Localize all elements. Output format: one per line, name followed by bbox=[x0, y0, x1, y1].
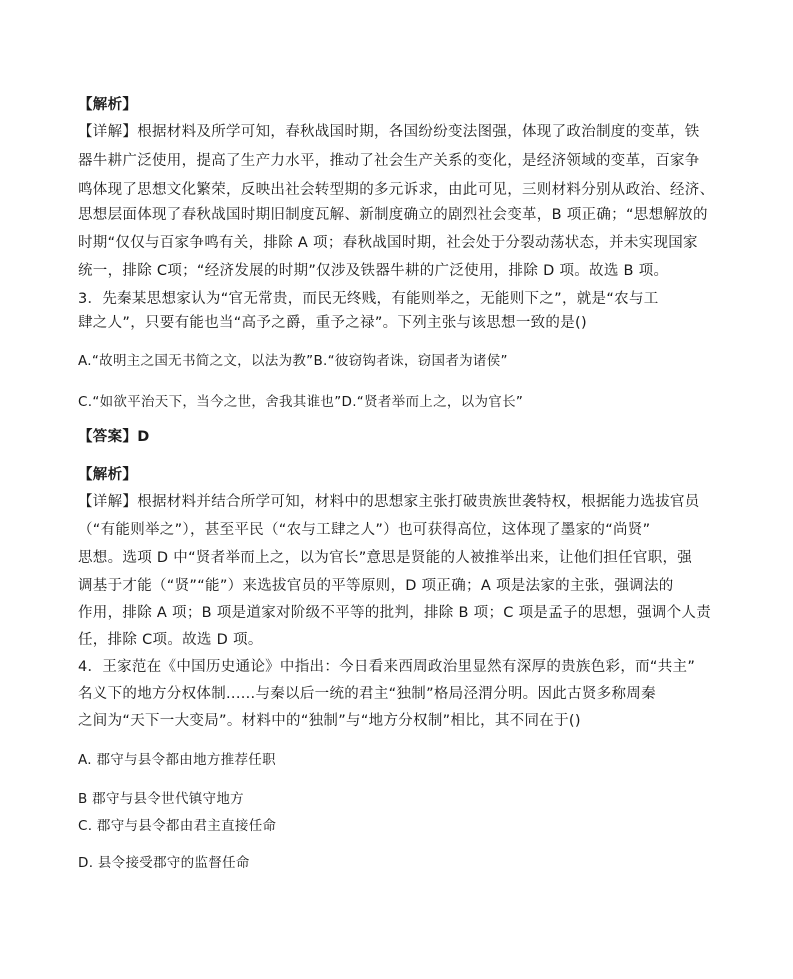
q3-analysis-line: 【详解】根据材料并结合所学可知，材料中的思想家主张打破贵族世袭特权，根据能力选拔官员 bbox=[78, 494, 700, 510]
q2-analysis-heading: 【解析】 bbox=[78, 97, 138, 113]
q2-analysis-line: 【详解】根据材料及所学可知，春秋战国时期，各国纷纷变法图强，体现了政治制度的变革，铁 bbox=[78, 124, 700, 140]
q3-analysis-line: 任，排除 C项。故选 D 项。 bbox=[78, 632, 263, 648]
q3-analysis-line: 思想。选项 D 中“贤者举而上之，以为官长”意思是贤能的人被推举出来，让他们担任官职，强 bbox=[78, 550, 693, 566]
q3-analysis-line: （“有能则举之”），甚至平民（“农与工肆之人”）也可获得高位，这体现了墨家的“尚贤” bbox=[78, 522, 651, 538]
q4-stem-line: 4．王家范在《中国历史通论》中指出：今日看来西周政治里显然有深厚的贵族色彩，而“共主” bbox=[78, 659, 696, 675]
q4-option-b: B 郡守与县令世代镇守地方 bbox=[78, 791, 244, 807]
q2-analysis-line: 鸣体现了思想文化繁荣，反映出社会转型期的多元诉求，由此可见，三则材料分别从政治、经济、 bbox=[78, 182, 715, 198]
q3-stem-line: 3．先秦某思想家认为“官无常贵，而民无终贱，有能则举之，无能则下之”，就是“农与工 bbox=[78, 291, 659, 307]
q4-option-d: D. 县令接受郡守的监督任命 bbox=[78, 855, 250, 871]
q3-stem-line: 肆之人”，只要有能也当“高予之爵，重予之禄”。下列主张与该思想一致的是() bbox=[78, 315, 587, 331]
q3-option-line: C.“如欲平治天下，当今之世，舍我其谁也”D.“贤者举而上之，以为官长” bbox=[78, 394, 524, 410]
q4-option-c: C. 郡守与县令都由君主直接任命 bbox=[78, 818, 277, 834]
q3-option-line: A.“故明主之国无书简之文，以法为教”B.“彼窃钩者诛，窃国者为诸侯” bbox=[78, 353, 508, 369]
q4-stem-line: 之间为“天下一大变局”。材料中的“独制”与“地方分权制”相比，其不同在于() bbox=[78, 713, 581, 729]
q2-analysis-line: 时期“仅仅与百家争鸣有关，排除 A 项；春秋战国时期，社会处于分裂动荡状态，并未实现国家 bbox=[78, 235, 698, 251]
q3-answer: 【答案】D bbox=[78, 429, 150, 445]
q4-option-a: A. 郡守与县令都由地方推荐任职 bbox=[78, 752, 276, 768]
q3-analysis-heading: 【解析】 bbox=[78, 467, 138, 483]
q3-analysis-line: 调基于才能（“贤”“能”）来选拔官员的平等原则，D 项正确；A 项是法家的主张，强调法的 bbox=[78, 578, 674, 594]
q2-analysis-line: 器牛耕广泛使用，提高了生产力水平，推动了社会生产关系的变化，是经济领域的变革，百家争 bbox=[78, 153, 700, 169]
q4-stem-line: 名义下的地方分权体制......与秦以后一统的君主“独制”格局泾渭分明。因此古贤多称周秦 bbox=[78, 686, 656, 702]
q3-analysis-line: 作用，排除 A 项；B 项是道家对阶级不平等的批判，排除 B 项；C 项是孟子的思想，强调个人责 bbox=[78, 605, 711, 621]
q2-analysis-line: 思想层面体现了春秋战国时期旧制度瓦解、新制度确立的剧烈社会变革，B 项正确；“思想解放的 bbox=[78, 207, 708, 223]
q2-analysis-line: 统一，排除 C项；“经济发展的时期”仅涉及铁器牛耕的广泛使用，排除 D 项。故选 B 项。 bbox=[78, 263, 669, 279]
